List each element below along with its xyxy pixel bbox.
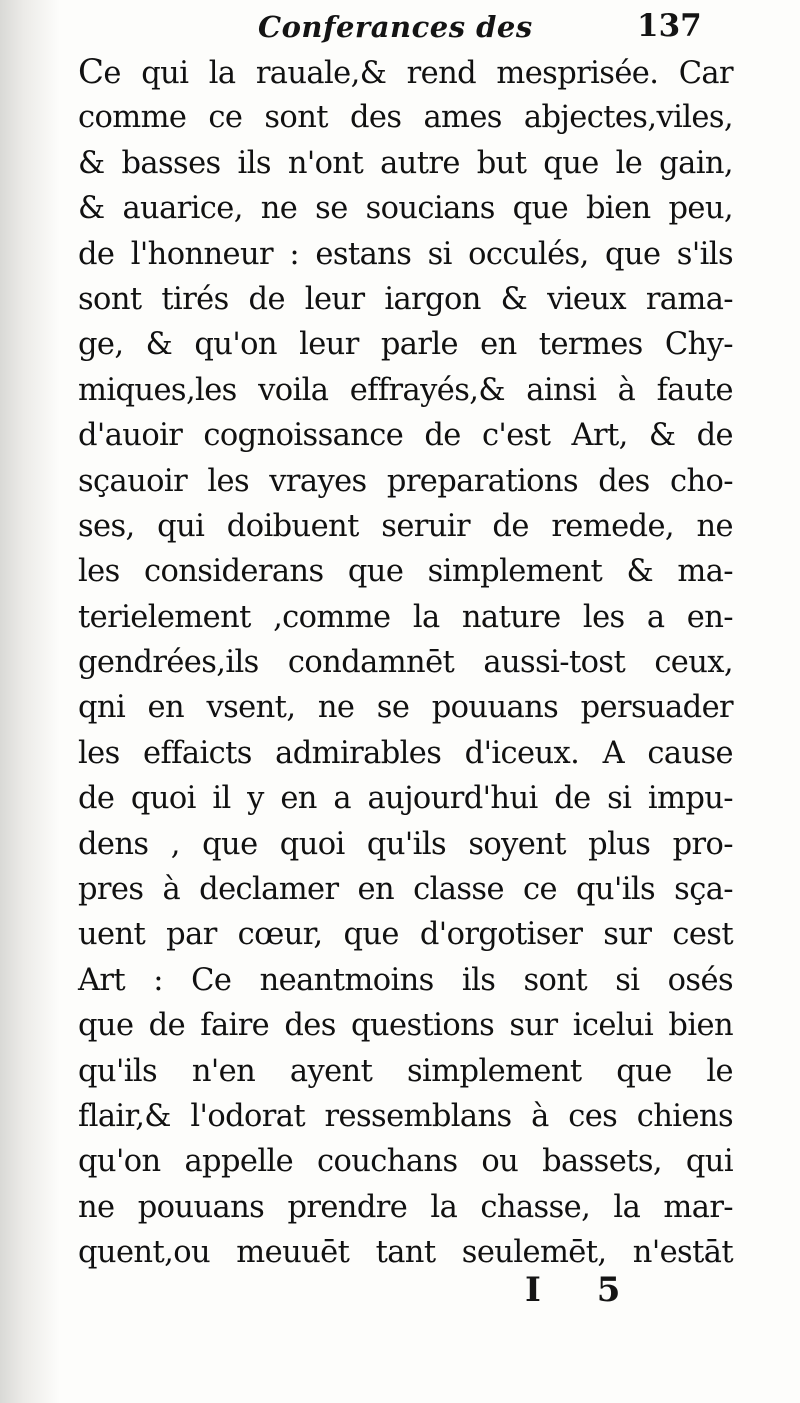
text-line: dens , que quoi qu'ils soyent plus pro- [78, 826, 733, 862]
text-line: quent,ou meuuēt tant seulemēt, n'estāt [78, 1235, 733, 1271]
text-line: terielement ,comme la nature les a en- [78, 599, 733, 635]
text-line: gendrées,ils condamnēt aussi-tost ceux, [78, 645, 733, 681]
text-line: & auarice, ne se soucians que bien peu, [78, 191, 733, 227]
text-line: & basses ils n'ont autre but que le gain, [78, 145, 733, 181]
text-line: ses, qui doibuent seruir de remede, ne [78, 508, 733, 544]
text-line: uent par cœur, que d'orgotiser sur cest [78, 917, 733, 953]
text-line: ne pouuans prendre la chasse, la mar- [78, 1189, 733, 1225]
signature-mark: I 5 [525, 1270, 643, 1310]
text-line: sçauoir les vrayes preparations des cho- [78, 463, 733, 499]
text-line: les considerans que simplement & ma- [78, 554, 733, 590]
text-line: miques,les voila effrayés,& ainsi à faute [78, 372, 733, 408]
text-line: Art : Ce neantmoins ils sont si osés [78, 962, 733, 998]
text-line: sont tirés de leur iargon & vieux rama- [78, 281, 733, 317]
text-line: de quoi il y en a aujourd'hui de si impu- [78, 781, 733, 817]
text-line: pres à declamer en classe ce qu'ils sça- [78, 872, 733, 908]
text-line: Ce qui la rauale,& rend mesprisée. Car [78, 52, 733, 92]
text-line: qni en vsent, ne se pouuans persuader [78, 690, 733, 726]
text-line: flair,& l'odorat ressemblans à ces chiens [78, 1098, 733, 1134]
text-line: les effaicts admirables d'iceux. A cause [78, 735, 733, 771]
page-number: 137 [637, 8, 702, 44]
text-line: qu'on appelle couchans ou bassets, qui [78, 1144, 733, 1180]
running-title: Conferances des [258, 10, 533, 44]
gutter-shadow [0, 0, 60, 1403]
text-line: que de faire des questions sur icelui bien [78, 1008, 733, 1044]
text-line: qu'ils n'en ayent simplement que le [78, 1053, 733, 1089]
running-head [0, 6, 800, 54]
text-line: ge, & qu'on leur parle en termes Chy- [78, 327, 733, 363]
text-line: d'auoir cognoissance de c'est Art, & de [78, 418, 733, 454]
text-line: comme ce sont des ames abjectes,viles, [78, 100, 733, 136]
text-line: de l'honneur : estans si occulés, que s'ils [78, 236, 733, 272]
body-text [78, 50, 733, 1276]
